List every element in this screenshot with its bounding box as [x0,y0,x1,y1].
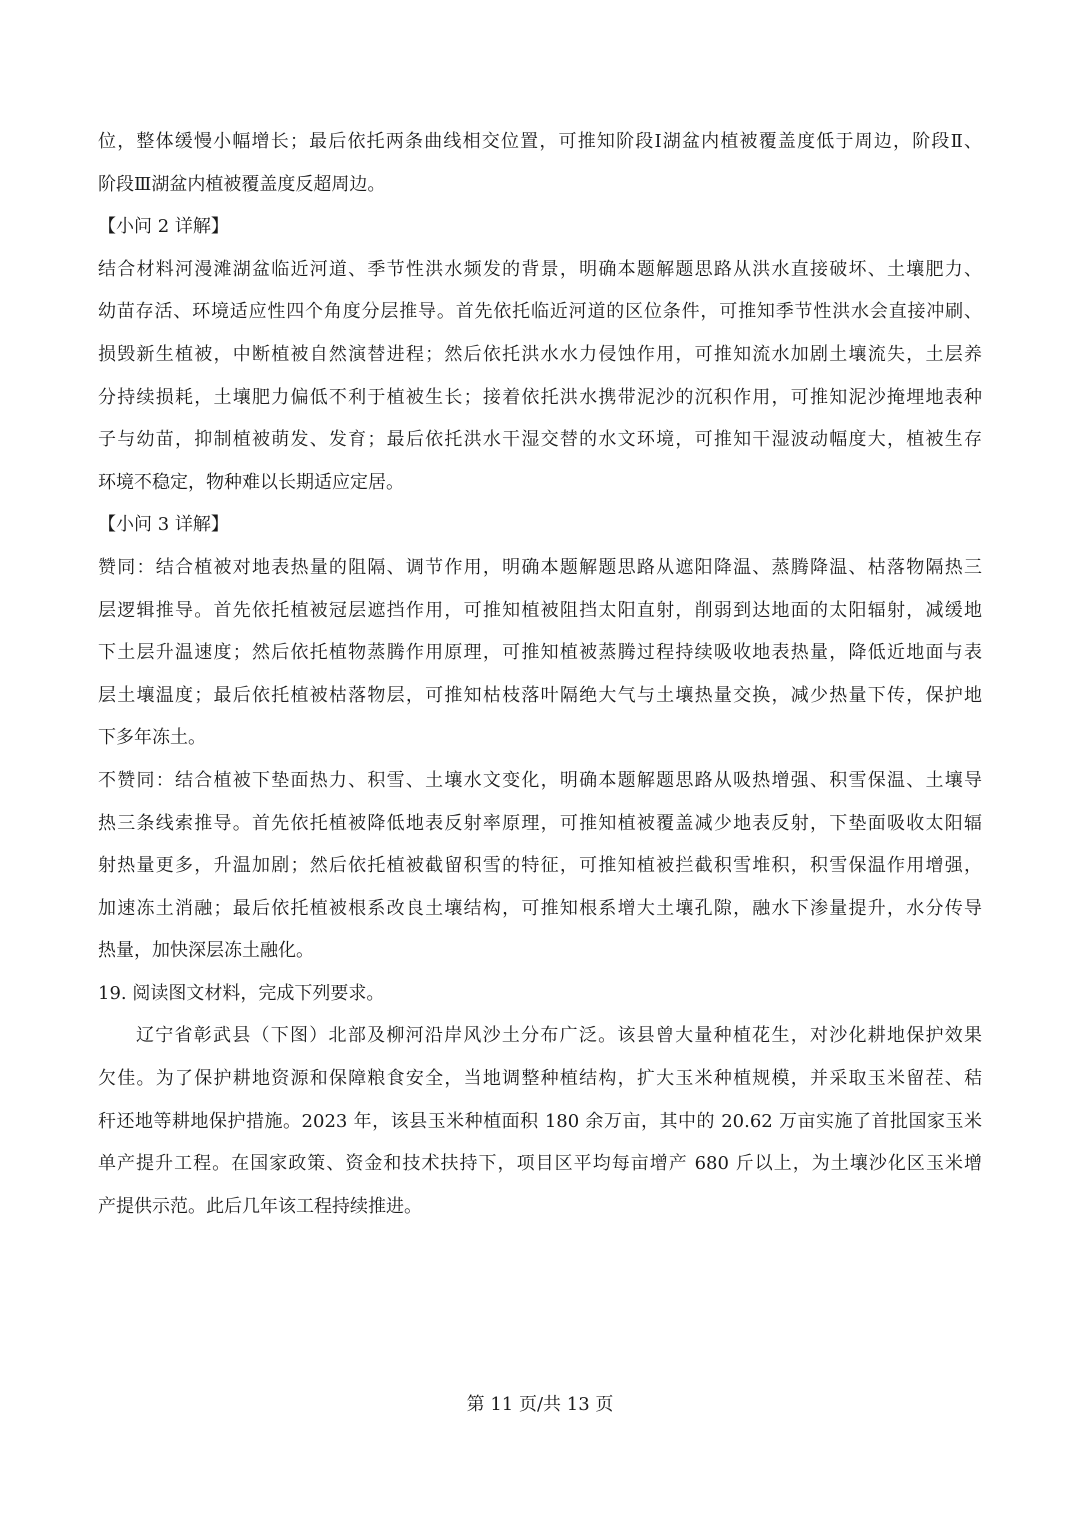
page-number-footer: 第 11 页/共 13 页 [466,1394,614,1415]
text-line: 热量，加快深层冻土融化。 [98,940,314,962]
text-line: 单产提升工程。在国家政策、资金和技术扶持下，项目区平均每亩增产 680 斤以上，为土壤沙化区玉米增 [98,1153,982,1175]
text-line: 层逻辑推导。首先依托植被冠层遮挡作用，可推知植被阻挡太阳直射，削弱到达地面的太阳辐射，减缓地 [98,599,982,621]
paragraph [98,547,982,760]
section-heading: 【小问 2 详解】 [98,216,229,238]
text-line: 层土壤温度；最后依托植被枯落物层，可推知枯枝落叶隔绝大气与土壤热量交换，减少热量下传，保护地 [98,684,982,706]
text-line: 射热量更多，升温加剧；然后依托植被截留积雪的特征，可推知植被拦截积雪堆积，积雪保温作用增强， [98,855,982,877]
section-heading: 【小问 3 详解】 [98,514,229,536]
text-line: 产提供示范。此后几年该工程持续推进。 [98,1195,422,1217]
text-line: 下土层升温速度；然后依托植物蒸腾作用原理，可推知植被蒸腾过程持续吸收地表热量，降低近地面与表 [98,642,982,664]
paragraph [98,249,982,505]
text-line: 环境不稳定，物种难以长期适应定居。 [98,471,404,493]
text-line: 分持续损耗，土壤肥力偏低不利于植被生长；接着依托洪水携带泥沙的沉积作用，可推知泥沙掩埋地表种 [98,386,982,408]
text-line: 子与幼苗，抑制植被萌发、发育；最后依托洪水干湿交替的水文环境，可推知干湿波动幅度大，植被生存 [98,429,982,451]
text-line: 欠佳。为了保护耕地资源和保障粮食安全，当地调整种植结构，扩大玉米种植规模，并采取玉米留茬、秸 [98,1068,982,1090]
text-line: 热三条线索推导。首先依托植被降低地表反射率原理，可推知植被覆盖减少地表反射，下垫面吸收太阳辐 [98,812,982,834]
text-line: 赞同：结合植被对地表热量的阻隔、调节作用，明确本题解题思路从遮阳降温、蒸腾降温、枯落物隔热三 [98,556,982,578]
text-line: 损毁新生植被，中断植被自然演替进程；然后依托洪水水力侵蚀作用，可推知流水加剧土壤流失，土层养 [98,343,982,365]
text-line: 结合材料河漫滩湖盆临近河道、季节性洪水频发的背景，明确本题解题思路从洪水直接破坏、土壤肥力、 [98,258,982,280]
paragraph [98,121,982,206]
document-body [98,121,982,1228]
text-line: 不赞同：结合植被下垫面热力、积雪、土壤水文变化，明确本题解题思路从吸热增强、积雪保温、土壤导 [98,769,982,791]
paragraph [98,760,982,973]
text-line: 秆还地等耕地保护措施。2023 年，该县玉米种植面积 180 余万亩，其中的 20.62 万亩实施了首批国家玉米 [98,1110,982,1132]
text-line: 加速冻土消融；最后依托植被根系改良土壤结构，可推知根系增大土壤孔隙，融水下渗量提升，水分传导 [98,897,982,919]
text-line: 辽宁省彰武县（下图）北部及柳河沿岸风沙土分布广泛。该县曾大量种植花生，对沙化耕地保护效果 [136,1025,982,1047]
paragraph [98,1015,982,1228]
text-line: 幼苗存活、环境适应性四个角度分层推导。首先依托临近河道的区位条件，可推知季节性洪水会直接冲刷、 [98,301,982,323]
text-line: 位，整体缓慢小幅增长；最后依托两条曲线相交位置，可推知阶段Ⅰ湖盆内植被覆盖度低于周边，阶段Ⅱ、 [98,131,982,152]
text-line: 阶段Ⅲ湖盆内植被覆盖度反超周边。 [98,173,386,195]
text-line: 下多年冻土。 [98,727,206,749]
section-heading: 19. 阅读图文材料，完成下列要求。 [98,982,385,1004]
